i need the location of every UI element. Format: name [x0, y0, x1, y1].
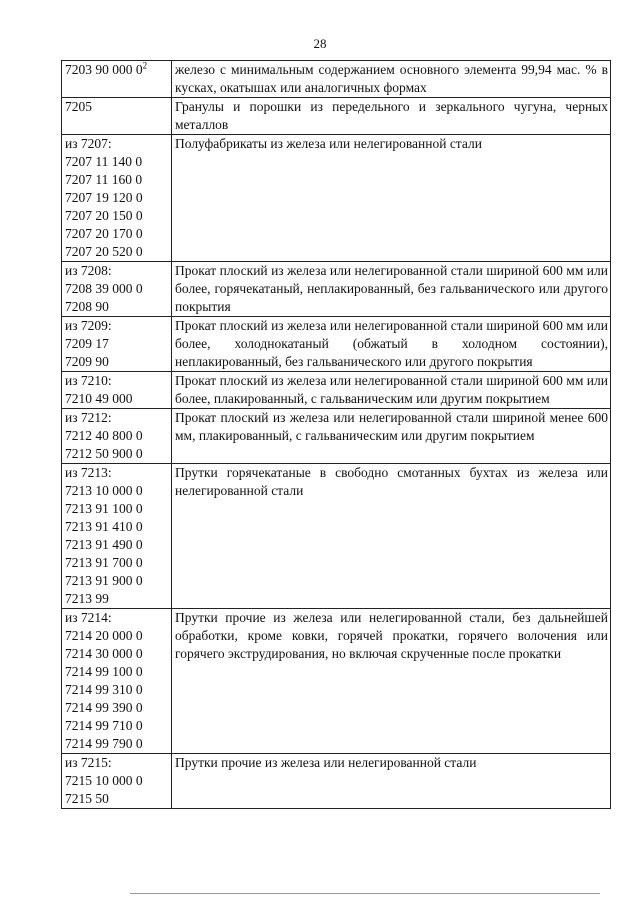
code-line	[65, 627, 169, 645]
code-line	[65, 663, 169, 681]
code-text: 7205	[65, 99, 92, 114]
description-cell: Прутки прочие из железа или нелегированной стали, без дальнейшей обработки, кроме ковки, горячей прокатки, горячего волочения или горячего экструдирования, но включая скрученные после прокатки	[172, 609, 611, 754]
code-cell	[62, 409, 172, 464]
code-text: 7214 99 390 0	[65, 700, 143, 715]
code-text: 7213 91 490 0	[65, 537, 143, 552]
description-cell: Прокат плоский из железа или нелегированной стали шириной менее 600 мм, плакированный, с гальваническим или другим покрытием	[172, 409, 611, 464]
table-row	[62, 317, 611, 372]
code-text: 7213 99	[65, 591, 109, 606]
table-row	[62, 262, 611, 317]
table-row	[62, 609, 611, 754]
code-line	[65, 61, 169, 79]
code-line	[65, 372, 169, 390]
code-text: 7203 90 000 0	[65, 62, 143, 77]
code-text: 7213 91 410 0	[65, 519, 143, 534]
table-body	[62, 61, 611, 809]
code-line	[65, 609, 169, 627]
code-text: 7214 99 100 0	[65, 664, 143, 679]
code-line	[65, 135, 169, 153]
code-text: из 7208:	[65, 263, 112, 278]
code-text: 7207 20 150 0	[65, 208, 143, 223]
table-row	[62, 372, 611, 409]
code-text: 7213 91 900 0	[65, 573, 143, 588]
description-cell: Гранулы и порошки из передельного и зеркального чугуна, черных металлов	[172, 98, 611, 135]
code-line	[65, 427, 169, 445]
code-text: 7215 50	[65, 791, 109, 806]
code-text: 7213 10 000 0	[65, 483, 143, 498]
code-line	[65, 189, 169, 207]
code-text: из 7214:	[65, 610, 112, 625]
code-line	[65, 298, 169, 316]
code-line	[65, 335, 169, 353]
description-cell: Прутки прочие из железа или нелегированной стали	[172, 754, 611, 809]
code-line	[65, 699, 169, 717]
description-cell: Полуфабрикаты из железа или нелегированной стали	[172, 135, 611, 262]
code-line	[65, 500, 169, 518]
description-cell: Прутки горячекатаные в свободно смотанных бухтах из железа или нелегированной стали	[172, 464, 611, 609]
code-text: из 7215:	[65, 755, 112, 770]
code-text: 7212 40 800 0	[65, 428, 143, 443]
footnote-marker: 2	[142, 60, 148, 71]
code-text: 7215 10 000 0	[65, 773, 143, 788]
code-text: из 7212:	[65, 410, 112, 425]
code-line	[65, 98, 169, 116]
code-line	[65, 353, 169, 371]
code-text: 7214 99 790 0	[65, 736, 143, 751]
code-line	[65, 317, 169, 335]
code-line	[65, 225, 169, 243]
code-line	[65, 518, 169, 536]
code-line	[65, 464, 169, 482]
table-row	[62, 464, 611, 609]
code-text: из 7213:	[65, 465, 112, 480]
code-line	[65, 572, 169, 590]
code-line	[65, 645, 169, 663]
code-line	[65, 171, 169, 189]
code-cell	[62, 609, 172, 754]
code-line	[65, 717, 169, 735]
table-row	[62, 135, 611, 262]
code-line	[65, 554, 169, 572]
code-text: 7207 11 140 0	[65, 154, 143, 169]
table-row	[62, 98, 611, 135]
code-line	[65, 262, 169, 280]
code-text: 7213 91 700 0	[65, 555, 143, 570]
code-line	[65, 243, 169, 261]
code-cell	[62, 754, 172, 809]
description-cell: Прокат плоский из железа или нелегированной стали шириной 600 мм или более, горячекатаный, неплакированный, без гальванического или другого покрытия	[172, 262, 611, 317]
code-text: 7209 90	[65, 354, 109, 369]
code-text: 7213 91 100 0	[65, 501, 143, 516]
code-line	[65, 681, 169, 699]
code-line	[65, 735, 169, 753]
code-text: из 7207:	[65, 136, 112, 151]
code-text: 7214 20 000 0	[65, 628, 143, 643]
table-row	[62, 409, 611, 464]
footer-line	[130, 893, 600, 894]
code-line	[65, 445, 169, 463]
tariff-code-table	[61, 60, 611, 809]
code-cell	[62, 317, 172, 372]
code-cell	[62, 61, 172, 98]
code-text: 7214 99 710 0	[65, 718, 143, 733]
code-text: 7210 49 000	[65, 391, 133, 406]
code-cell	[62, 372, 172, 409]
code-cell	[62, 464, 172, 609]
code-line	[65, 409, 169, 427]
code-cell	[62, 135, 172, 262]
code-text: из 7210:	[65, 373, 112, 388]
code-line	[65, 390, 169, 408]
description-cell: Прокат плоский из железа или нелегированной стали шириной 600 мм или более, плакированный, с гальваническим или другим покрытием	[172, 372, 611, 409]
code-line	[65, 153, 169, 171]
code-text: 7208 39 000 0	[65, 281, 143, 296]
code-text: 7207 20 520 0	[65, 244, 143, 259]
code-line	[65, 536, 169, 554]
code-line	[65, 482, 169, 500]
description-cell: железо с минимальным содержанием основного элемента 99,94 мас. % в кусках, окатышах или аналогичных формах	[172, 61, 611, 98]
code-text: 7207 11 160 0	[65, 172, 143, 187]
page-number: 28	[313, 36, 327, 51]
code-text: 7207 19 120 0	[65, 190, 143, 205]
code-text: 7214 30 000 0	[65, 646, 143, 661]
code-text: 7209 17	[65, 336, 109, 351]
code-text: 7212 50 900 0	[65, 446, 143, 461]
description-cell: Прокат плоский из железа или нелегированной стали шириной 600 мм или более, холоднокатаный (обжатый в холодном состоянии), неплакированный, без гальванического или другого покрытия	[172, 317, 611, 372]
code-line	[65, 280, 169, 298]
table-row	[62, 61, 611, 98]
code-text: 7214 99 310 0	[65, 682, 143, 697]
code-line	[65, 790, 169, 808]
code-line	[65, 754, 169, 772]
code-text: 7207 20 170 0	[65, 226, 143, 241]
code-line	[65, 207, 169, 225]
code-text: из 7209:	[65, 318, 112, 333]
code-line	[65, 590, 169, 608]
table-row	[62, 754, 611, 809]
code-cell	[62, 262, 172, 317]
code-cell	[62, 98, 172, 135]
code-text: 7208 90	[65, 299, 109, 314]
code-line	[65, 772, 169, 790]
